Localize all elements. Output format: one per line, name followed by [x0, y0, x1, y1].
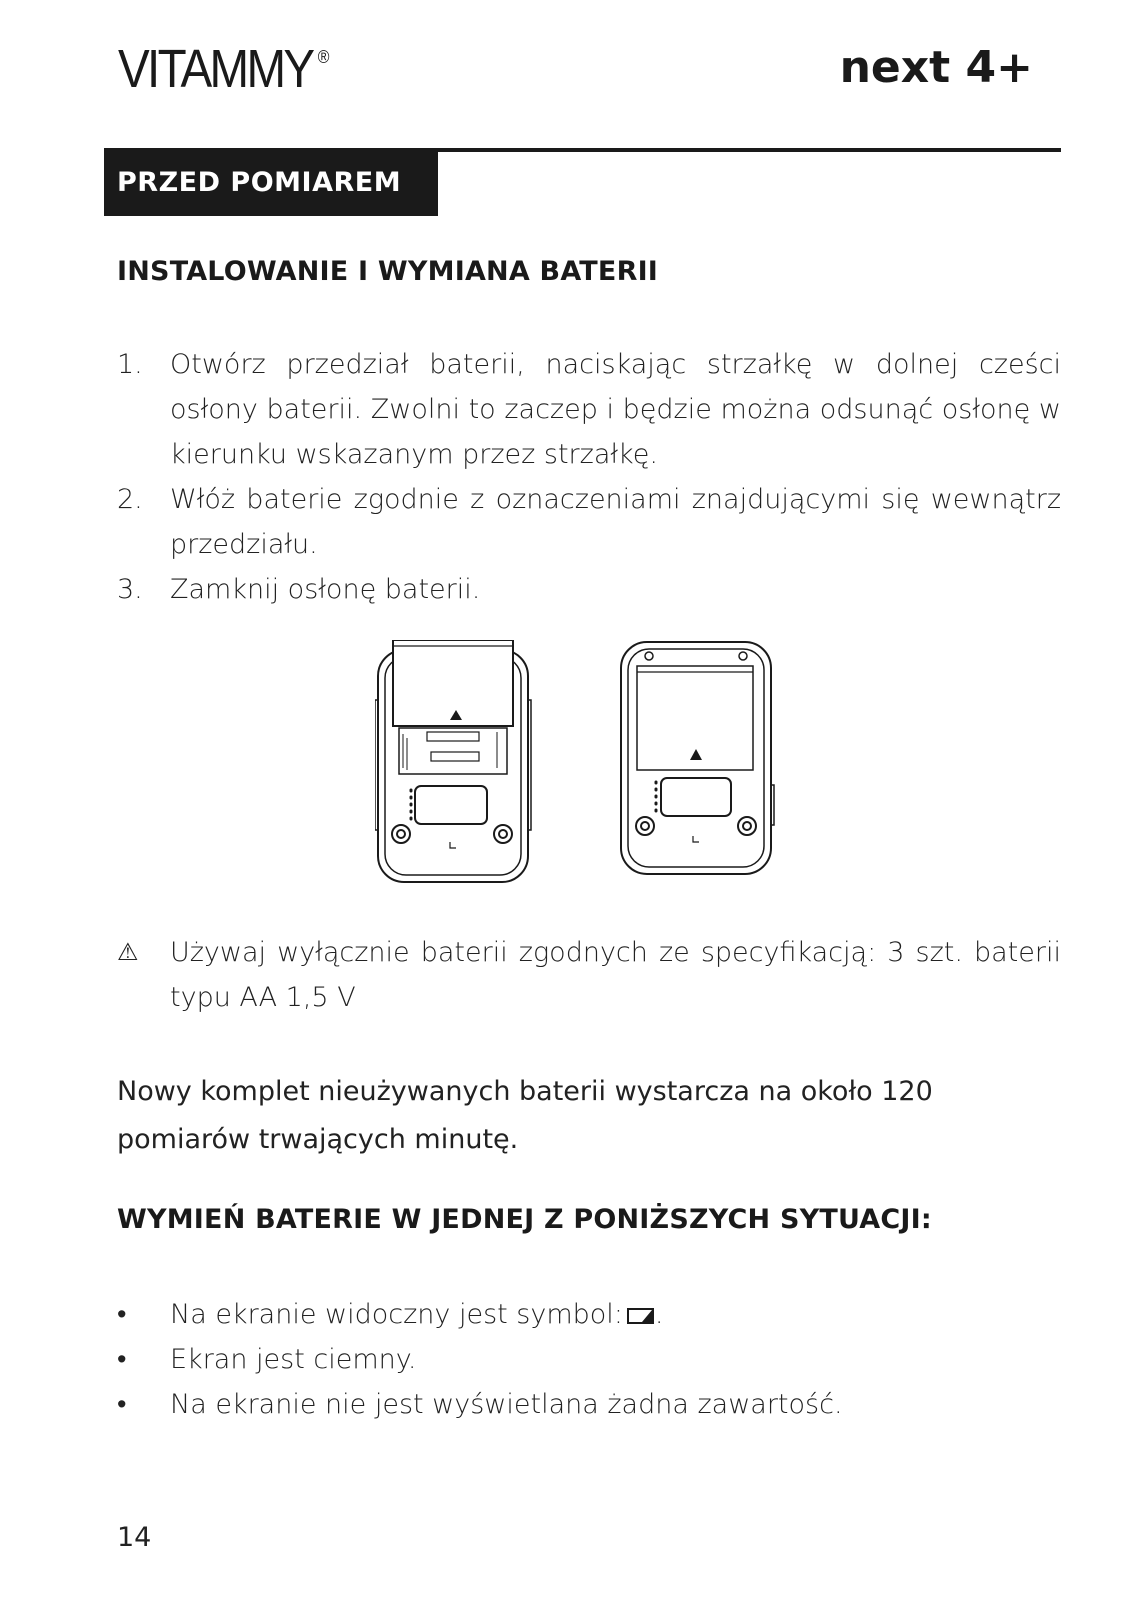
- condition-item: [117, 1337, 1061, 1382]
- step-3: [117, 567, 1061, 612]
- step-number: 3.: [117, 574, 143, 605]
- condition-text: Na ekranie widoczny jest symbol: .: [170, 1299, 664, 1330]
- brand-name: VITAMMY: [118, 39, 313, 99]
- step-text: Otwórz przedział baterii, naciskając strzałkę w dolnej cześci osłony baterii. Zwolni to zaczep i będzie można odsunąć osłonę w kierunku wskazanym przez strzałkę.: [170, 349, 1061, 470]
- step-text: Włóż baterie zgodnie z oznaczeniami znajdującymi się wewnątrz przedziału.: [170, 484, 1061, 560]
- brand-logo: [118, 39, 330, 99]
- device-cover-open: [375, 640, 531, 882]
- warning-icon: ⚠: [117, 938, 139, 966]
- replace-conditions: [117, 1292, 1061, 1427]
- warning-text: Używaj wyłącznie baterii zgodnych ze specyfikacją: 3 szt. baterii typu AA 1,5 V: [170, 937, 1061, 1013]
- condition-text: Ekran jest ciemny.: [170, 1344, 417, 1375]
- step-1: [117, 342, 1061, 477]
- section-title: PRZED POMIAREM: [104, 150, 438, 216]
- replace-heading: WYMIEŃ BATERIE W JEDNEJ Z PONIŻSZYCH SYTUACJI:: [117, 1204, 932, 1235]
- bullet: •: [117, 1299, 127, 1330]
- condition-text: Na ekranie nie jest wyświetlana żadna zawartość.: [170, 1389, 843, 1420]
- battery-compartment-illustration: [375, 640, 795, 896]
- model-name: next 4+: [839, 42, 1033, 93]
- step-text: Zamknij osłonę baterii.: [170, 574, 481, 605]
- condition-item: [117, 1292, 1061, 1337]
- condition-item: [117, 1382, 1061, 1427]
- step-number: 1.: [117, 349, 143, 380]
- battery-life-text: Nowy komplet nieużywanych baterii wystarcza na około 120 pomiarów trwających minutę.: [117, 1076, 933, 1155]
- registered-mark: ®: [317, 47, 330, 67]
- bullet: •: [117, 1389, 127, 1420]
- bullet: •: [117, 1344, 127, 1375]
- install-heading: INSTALOWANIE I WYMIANA BATERII: [117, 256, 659, 287]
- step-2: [117, 477, 1061, 567]
- step-number: 2.: [117, 484, 143, 515]
- page-number: 14: [117, 1522, 152, 1553]
- install-steps: [117, 342, 1061, 612]
- device-cover-closed: [621, 642, 774, 874]
- battery-warning: [117, 930, 1061, 1020]
- low-battery-icon: [627, 1308, 655, 1324]
